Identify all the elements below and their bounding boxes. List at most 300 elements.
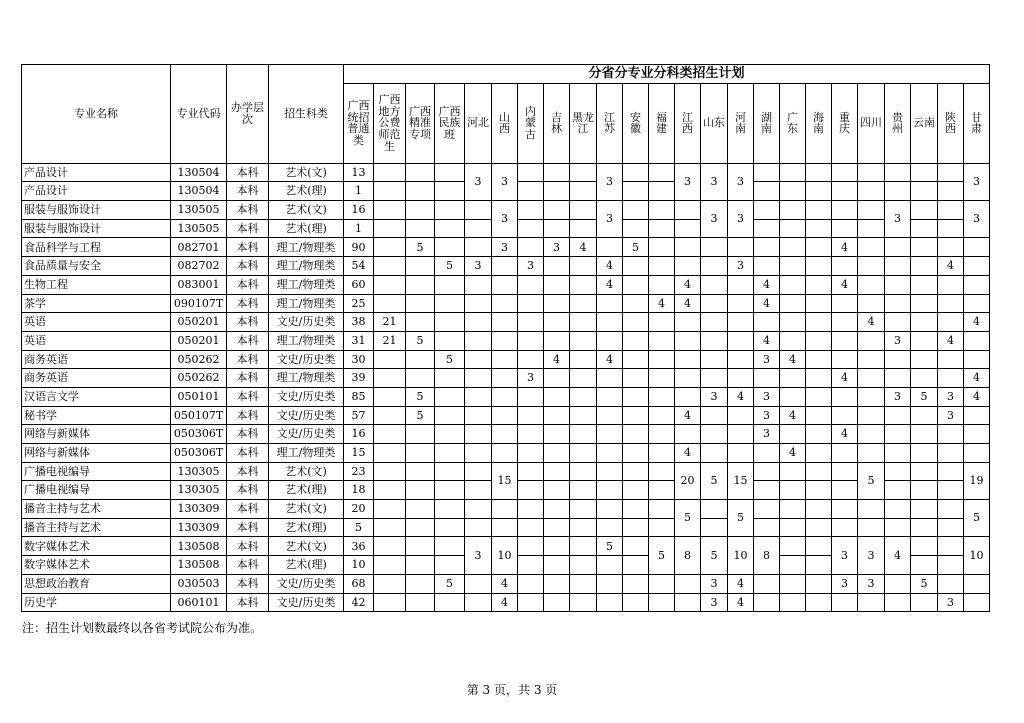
count-cell-hlj (570, 201, 597, 220)
count-cell-jz (406, 444, 435, 463)
count-cell-ah (623, 481, 649, 500)
count-cell-yn (911, 294, 938, 313)
count-cell-sd: 5 (701, 462, 728, 499)
count-cell-shx (938, 574, 964, 593)
count-cell-yn (911, 182, 938, 201)
count-cell-hlj (570, 425, 597, 444)
level-cell: 本科 (227, 462, 269, 481)
count-cell-shx (938, 163, 964, 182)
major-code-cell: 130504 (171, 163, 227, 182)
count-cell-gd (780, 313, 806, 332)
count-cell-js: 4 (597, 350, 623, 369)
count-cell-shx: 3 (938, 387, 964, 406)
count-cell-jz (406, 257, 435, 276)
count-cell-gz (885, 275, 911, 294)
major-code-cell: 060101 (171, 593, 227, 612)
count-cell-hb (465, 444, 492, 463)
level-cell: 本科 (227, 369, 269, 388)
count-cell-jz (406, 537, 435, 556)
count-cell-cq (832, 481, 858, 500)
count-cell-sc (858, 406, 885, 425)
count-cell-fj (649, 331, 675, 350)
count-cell-gd (780, 182, 806, 201)
header-province-hn: 河南 (728, 83, 754, 163)
count-cell-hb (465, 593, 492, 612)
count-cell-jl (544, 593, 570, 612)
count-cell-mz: 5 (435, 574, 465, 593)
category-cell: 艺术(理) (269, 518, 344, 537)
count-cell-fj (649, 238, 675, 257)
count-cell-gz (885, 294, 911, 313)
category-cell: 理工/物理类 (269, 257, 344, 276)
count-cell-nmg (518, 275, 544, 294)
count-cell-hb (465, 331, 492, 350)
count-cell-jx: 4 (675, 275, 701, 294)
count-cell-yn (911, 556, 938, 575)
count-cell-hun (754, 574, 780, 593)
count-cell-mz (435, 481, 465, 500)
level-cell: 本科 (227, 481, 269, 500)
count-cell-gs: 19 (964, 462, 990, 499)
count-cell-gz (885, 518, 911, 537)
count-cell-yn (911, 518, 938, 537)
count-cell-yn (911, 462, 938, 481)
count-cell-hun (754, 313, 780, 332)
header-category: 招生科类 (269, 65, 344, 164)
count-cell-ah (623, 313, 649, 332)
count-cell-jx (675, 219, 701, 238)
count-cell-gf (374, 574, 406, 593)
count-cell-gf (374, 518, 406, 537)
count-cell-jl (544, 182, 570, 201)
major-name-cell: 英语 (22, 331, 171, 350)
count-cell-nmg (518, 238, 544, 257)
count-cell-gx: 39 (344, 369, 374, 388)
count-cell-gz: 3 (885, 201, 911, 238)
level-cell: 本科 (227, 313, 269, 332)
count-cell-sc (858, 182, 885, 201)
count-cell-shx (938, 518, 964, 537)
count-cell-gz (885, 313, 911, 332)
count-cell-jx (675, 350, 701, 369)
count-cell-ah (623, 369, 649, 388)
count-cell-shx (938, 444, 964, 463)
count-cell-hun: 3 (754, 387, 780, 406)
header-province-hb: 河北 (465, 83, 492, 163)
count-cell-gd (780, 537, 806, 556)
count-cell-jz (406, 182, 435, 201)
count-cell-hun (754, 163, 780, 182)
count-cell-hlj (570, 537, 597, 556)
count-cell-ah (623, 201, 649, 220)
count-cell-sc (858, 275, 885, 294)
count-cell-gz (885, 182, 911, 201)
count-cell-yn: 5 (911, 387, 938, 406)
count-cell-gd: 4 (780, 406, 806, 425)
count-cell-jl (544, 163, 570, 182)
count-cell-shx (938, 201, 964, 220)
count-cell-hn (728, 444, 754, 463)
count-cell-jx (675, 257, 701, 276)
count-cell-ah (623, 537, 649, 556)
count-cell-gz (885, 350, 911, 369)
header-province-sx: 山西 (492, 83, 518, 163)
major-name-cell: 思想政治教育 (22, 574, 171, 593)
count-cell-hlj (570, 257, 597, 276)
count-cell-gd (780, 518, 806, 537)
count-cell-sc (858, 444, 885, 463)
count-cell-hain (806, 593, 832, 612)
count-cell-gs (964, 275, 990, 294)
count-cell-sd: 3 (701, 163, 728, 200)
count-cell-cq (832, 331, 858, 350)
count-cell-gs (964, 444, 990, 463)
count-cell-sc (858, 238, 885, 257)
count-cell-gf (374, 238, 406, 257)
count-cell-sx (492, 294, 518, 313)
header-province-jx: 江西 (675, 83, 701, 163)
count-cell-sc: 4 (858, 313, 885, 332)
count-cell-shx (938, 219, 964, 238)
count-cell-mz (435, 331, 465, 350)
count-cell-shx (938, 275, 964, 294)
count-cell-nmg (518, 406, 544, 425)
count-cell-jz (406, 462, 435, 481)
count-cell-yn: 5 (911, 574, 938, 593)
level-cell: 本科 (227, 350, 269, 369)
count-cell-sd (701, 500, 728, 519)
count-cell-hn (728, 313, 754, 332)
count-cell-jz (406, 201, 435, 220)
header-province-mz: 广西民族班 (435, 83, 465, 163)
count-cell-hain (806, 462, 832, 481)
major-name-cell: 食品科学与工程 (22, 238, 171, 257)
count-cell-fj (649, 518, 675, 537)
header-province-shx: 陕西 (938, 83, 964, 163)
count-cell-sd (701, 406, 728, 425)
count-cell-hun: 4 (754, 294, 780, 313)
count-cell-gs (964, 294, 990, 313)
count-cell-mz: 5 (435, 257, 465, 276)
table-row (22, 406, 990, 425)
count-cell-fj (649, 593, 675, 612)
count-cell-gx: 23 (344, 462, 374, 481)
count-cell-hlj (570, 350, 597, 369)
category-cell: 艺术(文) (269, 462, 344, 481)
count-cell-gs: 5 (964, 500, 990, 537)
category-cell: 艺术(文) (269, 500, 344, 519)
count-cell-fj (649, 387, 675, 406)
count-cell-mz (435, 444, 465, 463)
count-cell-jl (544, 500, 570, 519)
count-cell-nmg (518, 387, 544, 406)
count-cell-gf: 21 (374, 331, 406, 350)
count-cell-hain (806, 387, 832, 406)
count-cell-nmg (518, 500, 544, 519)
count-cell-gs: 4 (964, 369, 990, 388)
count-cell-cq: 4 (832, 369, 858, 388)
count-cell-gf (374, 275, 406, 294)
count-cell-js: 3 (597, 201, 623, 238)
count-cell-yn (911, 369, 938, 388)
major-code-cell: 130504 (171, 182, 227, 201)
major-code-cell: 050201 (171, 313, 227, 332)
count-cell-js (597, 331, 623, 350)
count-cell-gs: 4 (964, 387, 990, 406)
count-cell-gd (780, 238, 806, 257)
count-cell-cq (832, 387, 858, 406)
count-cell-gx: 10 (344, 556, 374, 575)
category-cell: 文史/历史类 (269, 387, 344, 406)
count-cell-jz (406, 500, 435, 519)
count-cell-fj (649, 350, 675, 369)
count-cell-gf (374, 444, 406, 463)
count-cell-hn: 5 (728, 500, 754, 537)
count-cell-sd: 3 (701, 387, 728, 406)
count-cell-gf: 21 (374, 313, 406, 332)
header-province-fj: 福建 (649, 83, 675, 163)
count-cell-hain (806, 294, 832, 313)
major-name-cell: 英语 (22, 313, 171, 332)
count-cell-gx: 60 (344, 275, 374, 294)
count-cell-fj: 4 (649, 294, 675, 313)
count-cell-jx (675, 369, 701, 388)
count-cell-hain (806, 500, 832, 519)
count-cell-jz (406, 593, 435, 612)
count-cell-gf (374, 369, 406, 388)
count-cell-cq (832, 593, 858, 612)
table-row (22, 350, 990, 369)
count-cell-hn: 4 (728, 574, 754, 593)
count-cell-yn (911, 481, 938, 500)
count-cell-hb (465, 481, 492, 500)
count-cell-hun (754, 500, 780, 519)
count-cell-hn (728, 369, 754, 388)
count-cell-hn: 15 (728, 462, 754, 499)
count-cell-gs: 10 (964, 537, 990, 574)
count-cell-hlj (570, 500, 597, 519)
count-cell-gs (964, 238, 990, 257)
count-cell-mz (435, 201, 465, 220)
count-cell-fj (649, 444, 675, 463)
category-cell: 理工/物理类 (269, 331, 344, 350)
count-cell-nmg (518, 182, 544, 201)
count-cell-hlj (570, 219, 597, 238)
count-cell-hb (465, 238, 492, 257)
count-cell-nmg (518, 481, 544, 500)
count-cell-hain (806, 313, 832, 332)
count-cell-gz (885, 163, 911, 182)
header-major-code: 专业代码 (171, 65, 227, 164)
count-cell-sd (701, 425, 728, 444)
table-row (22, 444, 990, 463)
count-cell-jz (406, 481, 435, 500)
count-cell-gz: 4 (885, 537, 911, 574)
count-cell-jl (544, 518, 570, 537)
count-cell-hun (754, 369, 780, 388)
count-cell-sx (492, 406, 518, 425)
count-cell-js (597, 574, 623, 593)
header-province-gx: 广西统招普通类 (344, 83, 374, 163)
count-cell-jz: 5 (406, 387, 435, 406)
count-cell-cq: 3 (832, 574, 858, 593)
count-cell-gx: 5 (344, 518, 374, 537)
plan-title: 分省分专业分科类招生计划 (344, 65, 990, 84)
count-cell-hlj (570, 481, 597, 500)
count-cell-sd (701, 257, 728, 276)
table-row (22, 257, 990, 276)
major-name-cell: 历史学 (22, 593, 171, 612)
count-cell-js (597, 425, 623, 444)
count-cell-shx (938, 369, 964, 388)
category-cell: 文史/历史类 (269, 593, 344, 612)
count-cell-gx: 54 (344, 257, 374, 276)
count-cell-gx: 38 (344, 313, 374, 332)
level-cell: 本科 (227, 238, 269, 257)
count-cell-fj (649, 406, 675, 425)
count-cell-gd (780, 593, 806, 612)
count-cell-sd: 3 (701, 574, 728, 593)
count-cell-ah (623, 500, 649, 519)
category-cell: 艺术(理) (269, 481, 344, 500)
count-cell-hain (806, 331, 832, 350)
category-cell: 文史/历史类 (269, 574, 344, 593)
count-cell-shx (938, 313, 964, 332)
count-cell-sc (858, 331, 885, 350)
major-name-cell: 服装与服饰设计 (22, 201, 171, 220)
count-cell-cq (832, 518, 858, 537)
count-cell-hlj (570, 182, 597, 201)
count-cell-cq: 4 (832, 425, 858, 444)
count-cell-fj (649, 462, 675, 481)
count-cell-yn (911, 201, 938, 220)
count-cell-mz (435, 387, 465, 406)
count-cell-ah (623, 444, 649, 463)
table-row (22, 238, 990, 257)
count-cell-hain (806, 406, 832, 425)
level-cell: 本科 (227, 537, 269, 556)
count-cell-jl (544, 574, 570, 593)
count-cell-sx (492, 425, 518, 444)
count-cell-hb (465, 500, 492, 519)
header-province-js: 江苏 (597, 83, 623, 163)
count-cell-hb: 3 (465, 257, 492, 276)
table-row (22, 518, 990, 537)
count-cell-shx: 4 (938, 331, 964, 350)
count-cell-gs (964, 406, 990, 425)
count-cell-nmg (518, 444, 544, 463)
count-cell-gf (374, 257, 406, 276)
count-cell-ah (623, 556, 649, 575)
category-cell: 艺术(文) (269, 537, 344, 556)
count-cell-gf (374, 182, 406, 201)
count-cell-jx (675, 574, 701, 593)
major-code-cell: 130505 (171, 201, 227, 220)
major-code-cell: 082701 (171, 238, 227, 257)
count-cell-js: 4 (597, 275, 623, 294)
count-cell-cq: 4 (832, 275, 858, 294)
header-province-hlj: 黑龙江 (570, 83, 597, 163)
category-cell: 理工/物理类 (269, 275, 344, 294)
count-cell-ah (623, 163, 649, 182)
major-name-cell: 商务英语 (22, 350, 171, 369)
count-cell-gf (374, 593, 406, 612)
major-code-cell: 130508 (171, 556, 227, 575)
count-cell-hb: 3 (465, 537, 492, 574)
count-cell-nmg (518, 350, 544, 369)
count-cell-hun (754, 444, 780, 463)
count-cell-sc: 3 (858, 574, 885, 593)
count-cell-js (597, 593, 623, 612)
count-cell-js (597, 387, 623, 406)
count-cell-hlj (570, 406, 597, 425)
count-cell-gz (885, 406, 911, 425)
count-cell-ah (623, 257, 649, 276)
count-cell-js (597, 481, 623, 500)
category-cell: 理工/物理类 (269, 369, 344, 388)
count-cell-gz (885, 444, 911, 463)
count-cell-jz: 5 (406, 331, 435, 350)
count-cell-gd (780, 369, 806, 388)
count-cell-cq (832, 219, 858, 238)
count-cell-jx (675, 313, 701, 332)
count-cell-gx: 18 (344, 481, 374, 500)
count-cell-sx: 3 (492, 238, 518, 257)
count-cell-nmg: 3 (518, 257, 544, 276)
count-cell-sx: 4 (492, 574, 518, 593)
count-cell-jx: 3 (675, 163, 701, 200)
count-cell-hb (465, 406, 492, 425)
count-cell-gs: 4 (964, 313, 990, 332)
count-cell-hain (806, 537, 832, 556)
count-cell-sc: 5 (858, 462, 885, 499)
count-cell-gs: 3 (964, 163, 990, 200)
count-cell-js (597, 313, 623, 332)
count-cell-yn (911, 593, 938, 612)
count-cell-jl (544, 275, 570, 294)
count-cell-yn (911, 331, 938, 350)
level-cell: 本科 (227, 500, 269, 519)
count-cell-hn (728, 275, 754, 294)
count-cell-gx: 68 (344, 574, 374, 593)
count-cell-jl (544, 219, 570, 238)
count-cell-js (597, 518, 623, 537)
count-cell-fj: 5 (649, 537, 675, 574)
table-row (22, 163, 990, 182)
count-cell-hain (806, 350, 832, 369)
count-cell-jx (675, 331, 701, 350)
count-cell-cq: 3 (832, 537, 858, 574)
count-cell-gx: 36 (344, 537, 374, 556)
count-cell-hb (465, 294, 492, 313)
count-cell-hain (806, 481, 832, 500)
count-cell-jz (406, 219, 435, 238)
count-cell-js (597, 444, 623, 463)
major-code-cell: 130505 (171, 219, 227, 238)
count-cell-jx: 4 (675, 294, 701, 313)
count-cell-hain (806, 219, 832, 238)
count-cell-hun (754, 257, 780, 276)
count-cell-mz (435, 219, 465, 238)
count-cell-sx (492, 500, 518, 519)
header-province-sd: 山东 (701, 83, 728, 163)
count-cell-jz (406, 574, 435, 593)
count-cell-hb (465, 462, 492, 481)
level-cell: 本科 (227, 593, 269, 612)
count-cell-nmg (518, 313, 544, 332)
header-province-hun: 湖南 (754, 83, 780, 163)
count-cell-mz (435, 500, 465, 519)
